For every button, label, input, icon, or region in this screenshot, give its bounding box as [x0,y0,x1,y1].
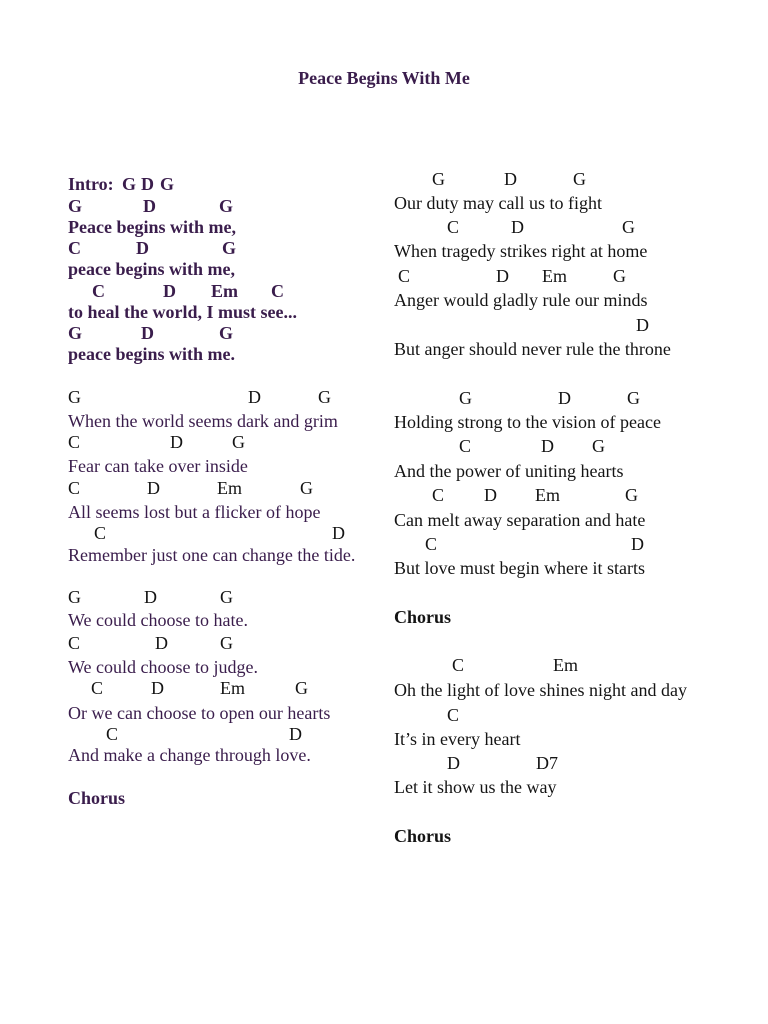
chord: G [219,323,234,343]
chord: D [155,633,168,653]
chord: G [160,174,175,194]
lyric-line: And the power of uniting hearts [394,461,624,481]
chord: G [220,633,233,653]
chord: D [496,266,509,286]
chord: Em [553,655,578,675]
chord: D [136,238,149,258]
chord: G [232,432,245,452]
lyric-line: Or we can choose to open our hearts [68,703,331,723]
chord: G [68,587,81,607]
chord: G [592,436,605,456]
chord: D [484,485,497,505]
chord: C [106,724,119,744]
chorus-label: Chorus [394,607,452,627]
chord: Em [542,266,567,286]
chord: G [68,196,83,216]
chord: G [432,169,445,189]
lyric-line: When tragedy strikes right at home [394,241,648,261]
lyric-line: Oh the light of love shines night and day [394,680,687,700]
chord: G [68,387,81,407]
chord: D [636,315,649,335]
chord: D [558,388,571,408]
lyric-line: We could choose to hate. [68,610,248,630]
chord: D [541,436,554,456]
chord: C [68,478,81,498]
lyric-line: Anger would gladly rule our minds [394,290,648,310]
chord: G [459,388,472,408]
lyric-line: We could choose to judge. [68,657,259,677]
chord: C [94,523,107,543]
chord: G [300,478,313,498]
lyric-line: Let it show us the way [394,777,557,797]
chord: C [68,432,81,452]
chord: D [144,587,157,607]
lyric-line: Remember just one can change the tide. [68,545,356,565]
lyric-line: peace begins with me, [68,259,235,279]
lyric-line: Our duty may call us to fight [394,193,602,213]
chord: D [289,724,302,744]
chord: D [511,217,524,237]
chord: D [163,281,176,301]
chord: G [220,587,233,607]
chorus-label: Chorus [68,788,126,808]
lyric-line: All seems lost but a flicker of hope [68,502,321,522]
chord: Em [535,485,560,505]
chord: Em [220,678,245,698]
chord: G [219,196,234,216]
chord: C [432,485,445,505]
chord: C [68,633,81,653]
lyric-line: to heal the world, I must see... [68,302,297,322]
chord: C [271,281,284,301]
chord: Em [217,478,242,498]
chord: C [68,238,81,258]
chord: G [295,678,308,698]
chord: D [170,432,183,452]
chord: Em [211,281,238,301]
lyric-line: Fear can take over inside [68,456,248,476]
chord: D [248,387,261,407]
chord: G [573,169,586,189]
chord: G [613,266,626,286]
chord: G [122,174,137,194]
chord: C [398,266,411,286]
chord: G [627,388,640,408]
lyric-line: Can melt away separation and hate [394,510,646,530]
chord: D [504,169,517,189]
lyric-line: peace begins with me. [68,344,235,364]
chord: C [92,281,105,301]
chord: C [452,655,465,675]
lyric-line: And make a change through love. [68,745,311,765]
lyric-line: But anger should never rule the throne [394,339,671,359]
lyric-line: It’s in every heart [394,729,521,749]
chord: D [631,534,644,554]
chord: C [91,678,104,698]
chord: C [447,705,460,725]
lyric-line: Holding strong to the vision of peace [394,412,661,432]
chord: C [425,534,438,554]
chorus-label: Chorus [394,826,452,846]
lyric-line: But love must begin where it starts [394,558,645,578]
chord: G [625,485,638,505]
chord: D [147,478,160,498]
lyric-line: Peace begins with me, [68,217,236,237]
chord: D [141,174,154,194]
lyric-line: When the world seems dark and grim [68,411,338,431]
chord: D [143,196,156,216]
song-title: Peace Begins With Me [298,68,470,88]
chord: D [332,523,345,543]
chord: D [141,323,154,343]
chord: C [447,217,460,237]
chord: G [68,323,83,343]
chord: D7 [536,753,558,773]
intro-label: Intro: [68,174,114,194]
chord: D [151,678,164,698]
chord: D [447,753,460,773]
chord: G [318,387,331,407]
chord: G [622,217,635,237]
chord: G [222,238,237,258]
chord: C [459,436,472,456]
